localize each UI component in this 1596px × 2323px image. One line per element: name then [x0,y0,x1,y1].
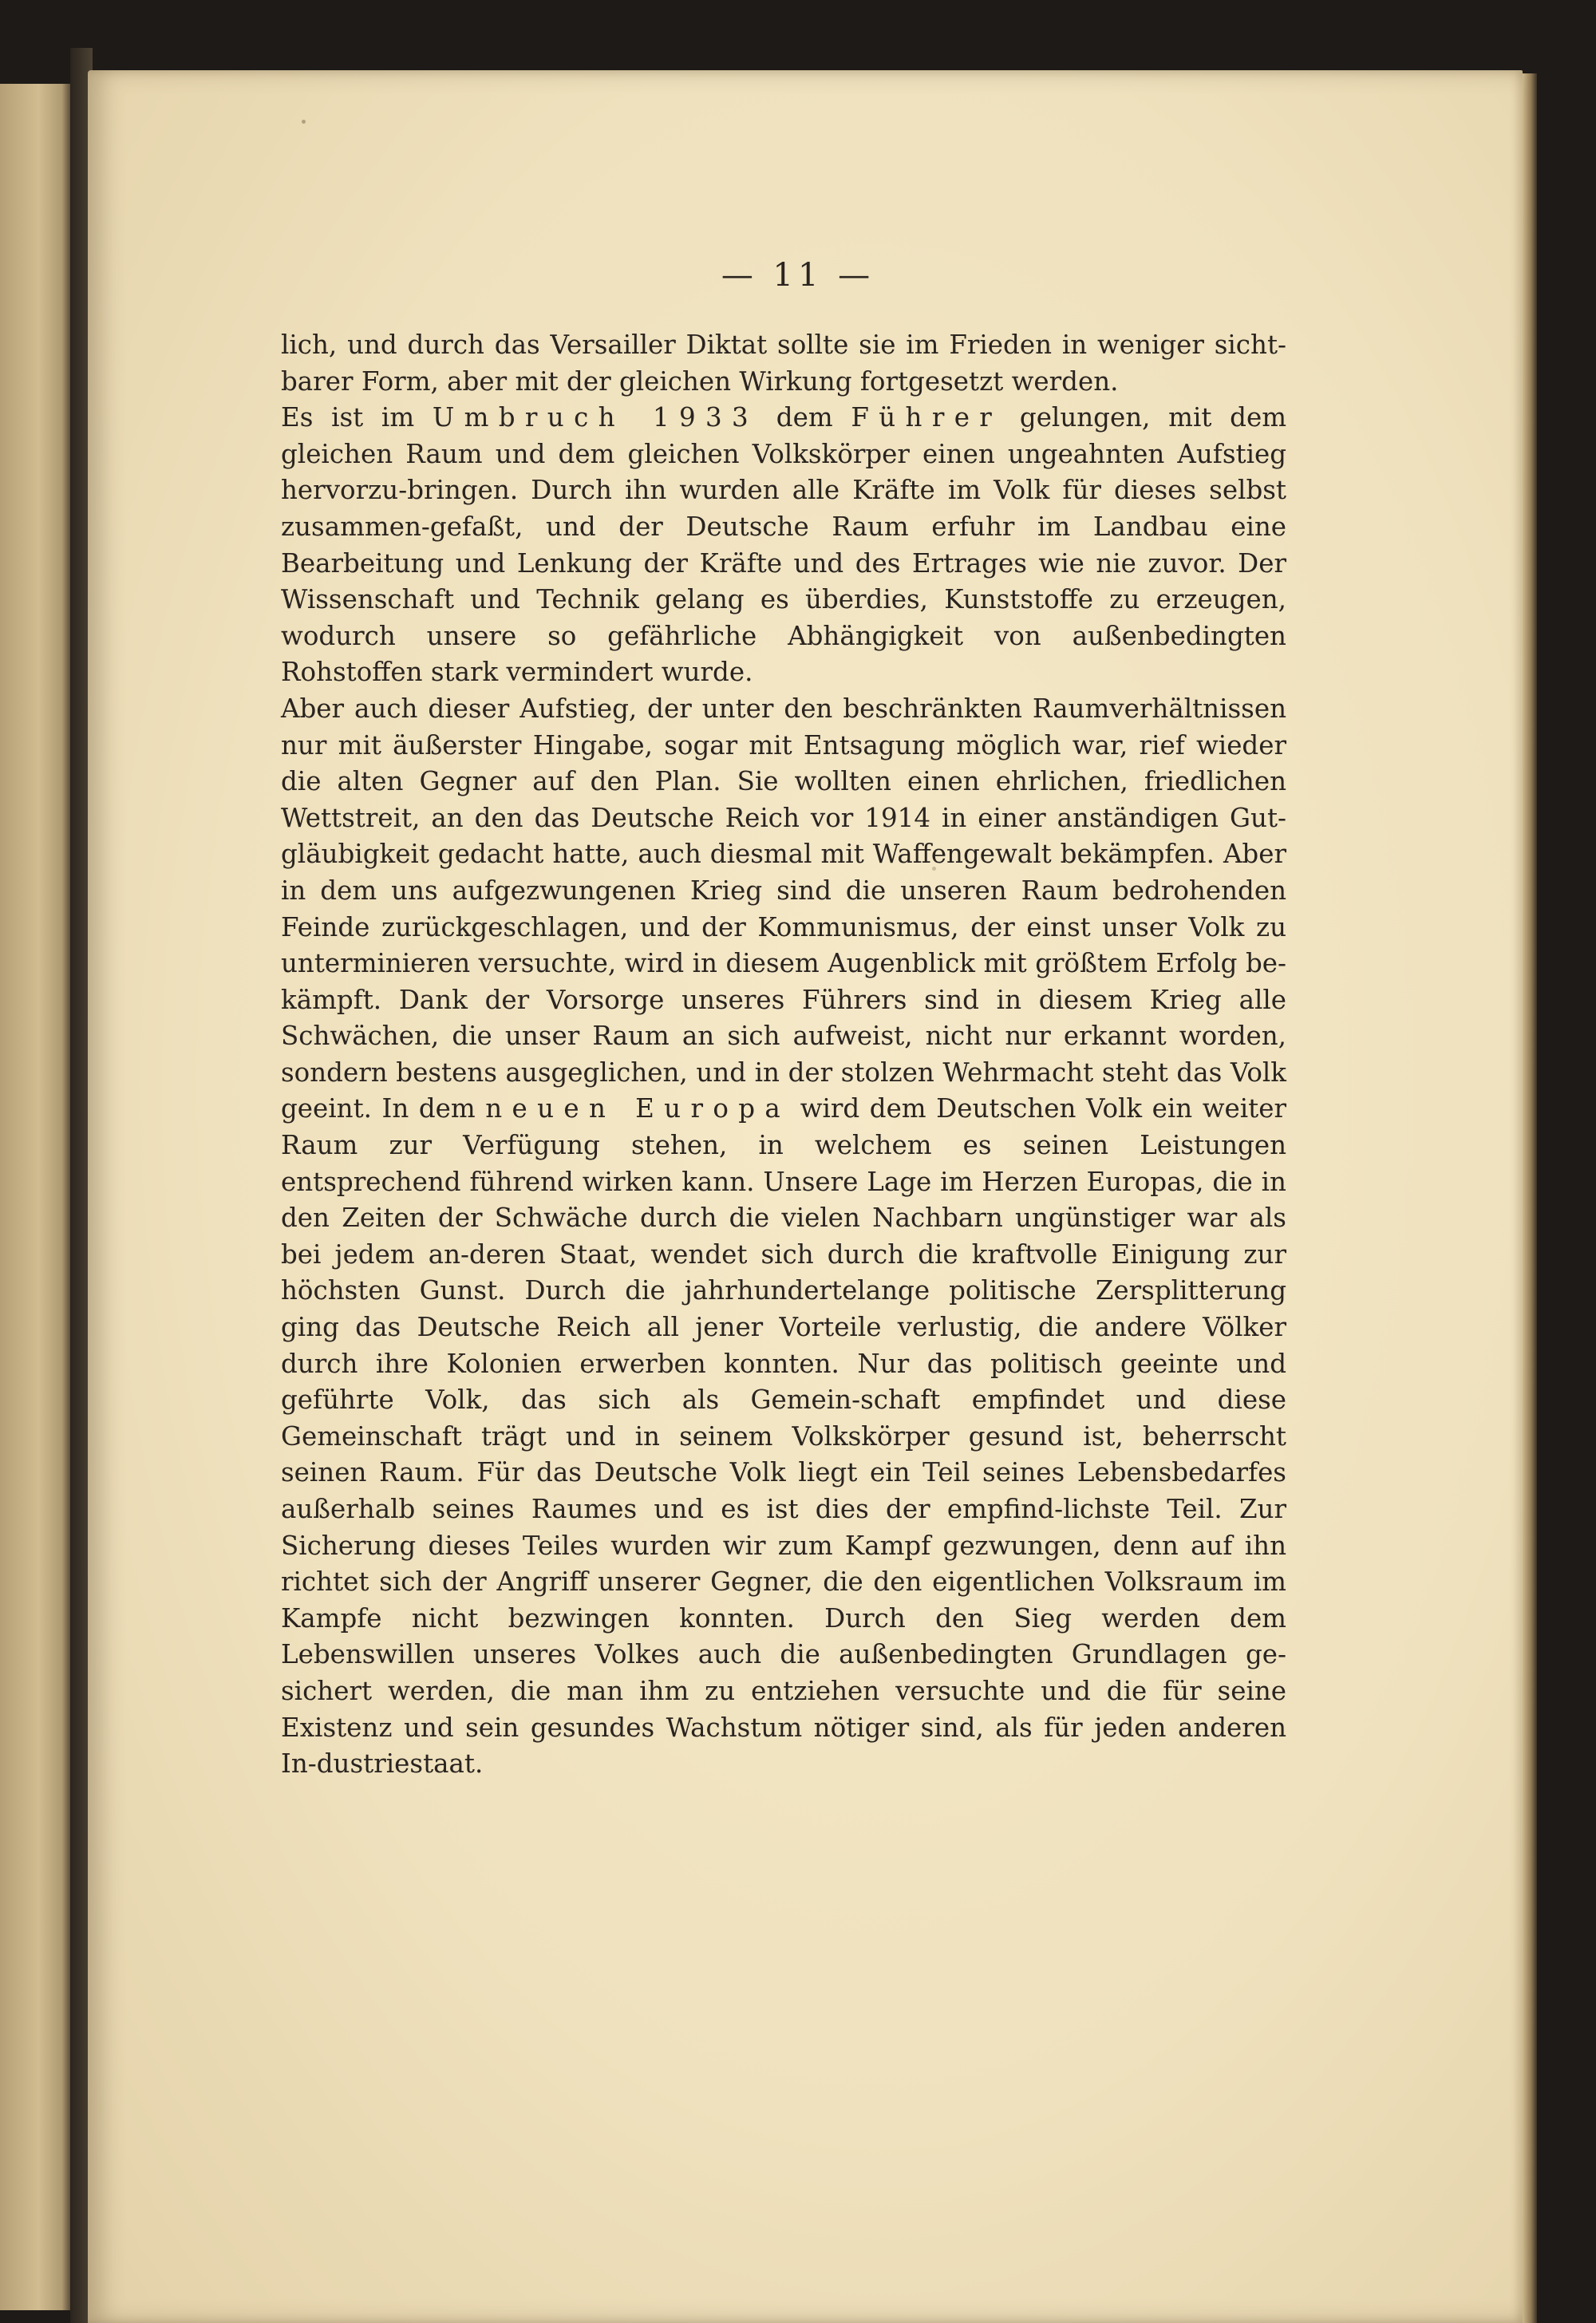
paragraph-2 [281,400,1286,691]
paragraph-2-text: Es ist im [281,402,433,433]
emphasis-umbruch-1933: Umbruch 1933 [432,402,759,433]
paragraph-3-text: wird dem Deutschen Volk ein weiter Raum zur Verfügung stehen, in welchem es seinen Leistungen entsprechend führend wirken kann. Unsere Lage im Herzen Europas, die in den Zeiten der Schwäche durch die vielen Nachbarn ungünstiger war als bei jedem an-deren Staat, wendet sich durch die kraftvolle Einigung zur höchsten Gunst. Durch die jahrhundertelange politische Zersplitterung ging das Deutsche Reich all jener Vorteile verlustig, die andere Völker durch ihre Kolonien erwerben konnten. Nur das politisch geeinte und geführte Volk, das sich als Gemein-schaft empfindet und diese Gemeinschaft trägt und in seinem Volkskörper gesund ist, beherrscht seinen Raum. Für das Deutsche Volk liegt ein Teil seines Lebensbedarfes außerhalb seines Raumes und es ist dies der empfind-lichste Teil. Zur Sicherung dieses Teiles wurden wir zum Kampf gezwungen, denn auf ihn richtet sich der Angriff unserer Gegner, die den eigentlichen Volksraum im Kampfe nicht bezwingen konnten. Durch den Sieg werden dem Lebenswillen unseres Volkes auch die außenbedingten Grundlagen ge-sichert werden, die man ihm zu entziehen versuchte und die für seine Existenz und sein gesundes Wachstum nötiger sind, als für jeden anderen In-dustriestaat. [281,1093,1286,1780]
facing-page-edge [0,84,70,2310]
paragraph-3-text: Aber auch dieser Aufstieg, der unter den beschränkten Raumverhältnissen nur mit äußerster Hingabe, sogar mit Entsagung möglich war, rief wieder die alten Gegner auf den Plan. Sie wollten einen ehrlichen, friedlichen Wettstreit, an den das Deutsche Reich vor 1914 in einer anständigen Gut-gläubigkeit gedacht hatte, auch diesmal mit Waffengewalt bekämpfen. Aber in dem uns aufgezwungenen Krieg sind die unseren Raum bedrohenden Feinde zurückgeschlagen, und der Kommunismus, der einst unser Volk zu unterminieren versuchte, wird in diesem Augenblick mit größtem Erfolg be-kämpft. Dank der Vorsorge unseres Führers sind in diesem Krieg alle Schwächen, die unser Raum an sich aufweist, nicht nur erkannt worden, sondern bestens ausgeglichen, und in der stolzen Wehrmacht steht das Volk geeint. In dem [281,693,1286,1124]
emphasis-fuehrer: Führer [851,402,1002,433]
paragraph-3 [281,691,1286,1783]
page-number: — 11 — [721,257,875,294]
paper-speck [302,120,306,124]
emphasis-neuen-europa: neuen Europa [485,1093,791,1124]
paragraph-2-text: dem [758,402,851,433]
paragraph-1-text: lich, und durch das Versailler Diktat sollte sie im Frieden in weniger sicht-barer Form, aber mit der gleichen Wirkung fortgesetzt werden. [281,330,1286,397]
paragraph-1 [281,327,1286,400]
page-right-edge [1523,73,1537,2323]
body-text [281,327,1286,1783]
paragraph-2-text: gelungen, mit dem gleichen Raum und dem gleichen Volkskörper einen ungeahnten Aufstieg hervorzu-bringen. Durch ihn wurden alle Kräfte im Volk für dieses selbst zusammen-gefaßt, und der Deutsche Raum erfuhr im Landbau eine Bearbeitung und Lenkung der Kräfte und des Ertrages wie nie zuvor. Der Wissenschaft und Technik gelang es überdies, Kunststoffe zu erzeugen, wodurch unsere so gefährliche Abhängigkeit von außenbedingten Rohstoffen stark vermindert wurde. [281,402,1287,688]
